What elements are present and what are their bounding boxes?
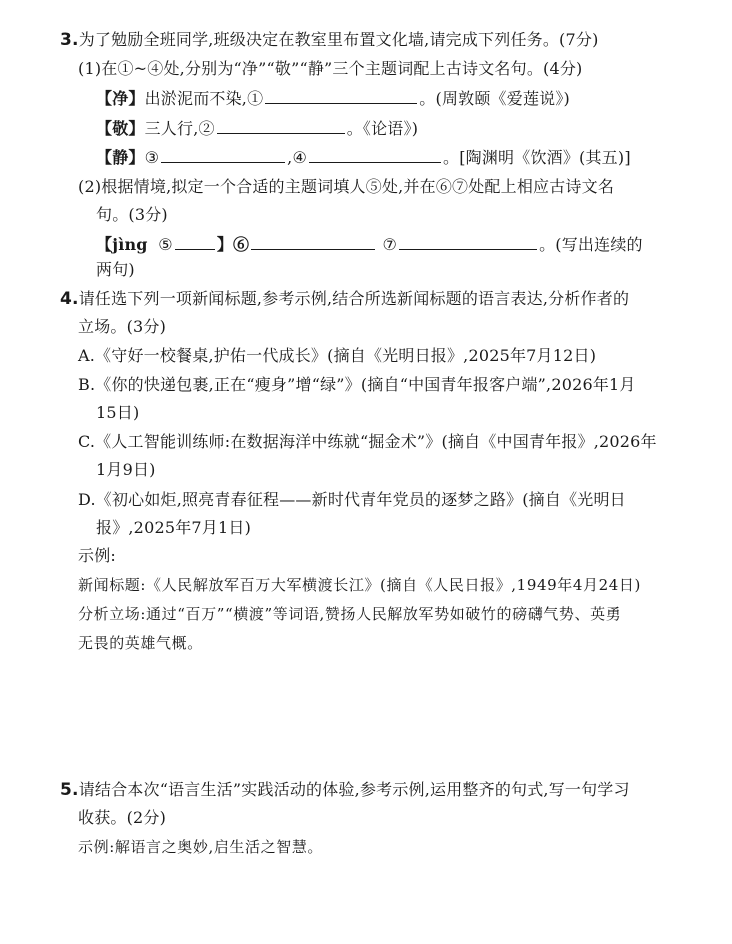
answer-blank-7[interactable] (399, 232, 537, 250)
q4-option-d-line2: 报》,2025年7月1日) (96, 518, 252, 537)
answer-blank-5[interactable] (175, 232, 215, 250)
q3-part2-line2: 句。(3分) (96, 205, 168, 224)
q5-stem-line2: 收获。(2分) (78, 808, 167, 827)
q4-option-c-line1: C.《人工智能训练师:在数据海洋中练就“掘金术”》(摘自《中国青年报》,2026年 (78, 432, 657, 451)
q4-option-c-line2: 1月9日) (96, 460, 156, 479)
answer-blank-3[interactable] (161, 145, 285, 163)
q3-item-jing-custom-line2: 两句) (96, 260, 135, 279)
q3-item-jing-calm: 【静】③ ,④ 。[陶渊明《饮酒》(其五)] (96, 145, 631, 169)
q4-option-b-line2: 15日) (96, 403, 140, 422)
q4-option-b-line1: B.《你的快递包裹,正在“瘦身”增“绿”》(摘自“中国青年报客户端”,2026年1月 (78, 375, 636, 394)
q4-stem-line1: 4.请任选下列一项新闻标题,参考示例,结合所选新闻标题的语言表达,分析作者的 (60, 289, 630, 309)
answer-blank-1[interactable] (265, 86, 417, 104)
q3-item-jing-respect: 【敬】三人行,② 。《论语》) (96, 116, 418, 140)
q4-option-d-line1: D.《初心如炬,照亮青春征程——新时代青年党员的逐梦之路》(摘自《光明日 (78, 490, 626, 509)
q4-example-line2: 分析立场:通过“百万”“横渡”等词语,赞扬人民解放军势如破竹的磅礴气势、英勇 (78, 605, 622, 623)
answer-blank-6[interactable] (251, 232, 375, 250)
answer-blank-2[interactable] (217, 116, 345, 134)
q4-number: 4. (60, 289, 79, 309)
q4-example-line1: 新闻标题:《人民解放军百万大军横渡长江》(摘自《人民日报》,1949年4月24日) (78, 576, 641, 594)
q4-stem-line2: 立场。(3分) (78, 317, 167, 336)
q4-example-label: 示例: (78, 546, 116, 565)
q5-example: 示例:解语言之奥妙,启生活之智慧。 (78, 838, 324, 856)
q3-number: 3. (60, 30, 79, 50)
answer-blank-4[interactable] (309, 145, 441, 163)
q4-example-line3: 无畏的英雄气概。 (78, 634, 203, 652)
q3-stem: 3.为了勉励全班同学,班级决定在教室里布置文化墙,请完成下列任务。(7分) (60, 30, 599, 50)
q5-stem-line1: 5.请结合本次“语言生活”实践活动的体验,参考示例,运用整齐的句式,写一句学习 (60, 780, 630, 800)
q3-item-jing-pure: 【净】出淤泥而不染,① 。(周敦颐《爱莲说》) (96, 86, 570, 110)
q5-number: 5. (60, 780, 79, 800)
q3-part2-line1: (2)根据情境,拟定一个合适的主题词填人⑤处,并在⑥⑦处配上相应古诗文名 (78, 177, 615, 196)
q3-item-jing-custom: 【jìng ⑤ 】⑥ ⑦ 。(写出连续的 (96, 232, 643, 256)
q3-part1: (1)在①~④处,分别为“净”“敬”“静”三个主题词配上古诗文名句。(4分) (78, 59, 583, 78)
q4-option-a: A.《守好一校餐桌,护佑一代成长》(摘自《光明日报》,2025年7月12日) (78, 346, 597, 365)
